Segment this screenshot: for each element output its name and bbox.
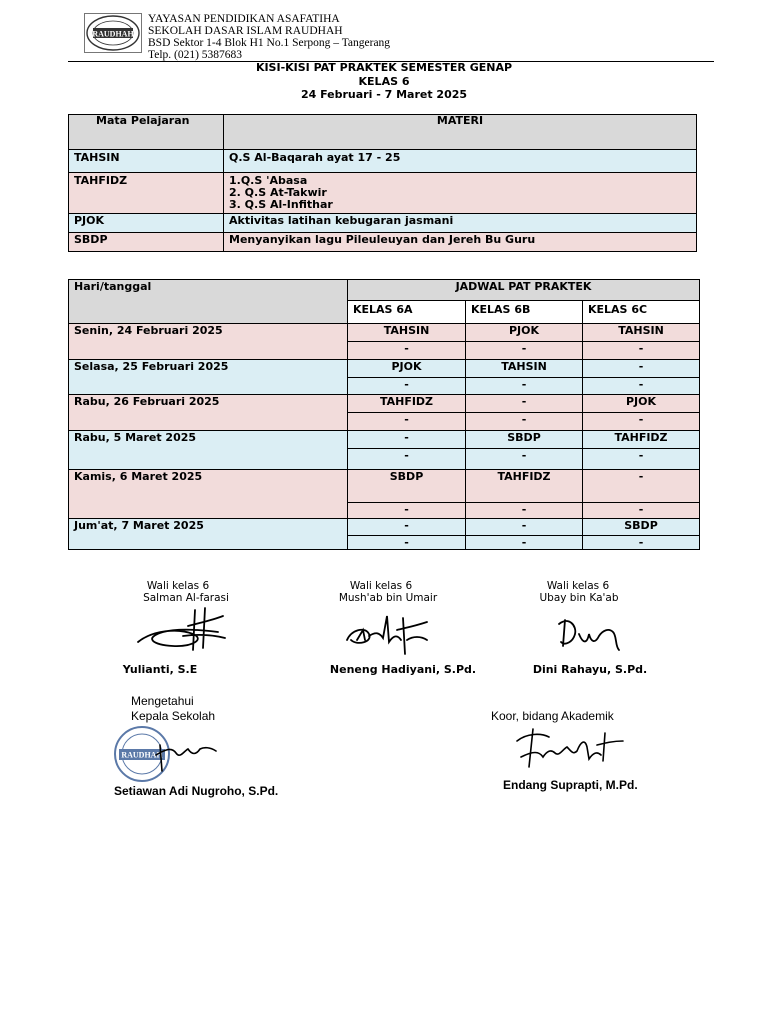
signature-koor: [513, 723, 628, 775]
schedule-cell: -: [348, 503, 466, 519]
schedule-cell: -: [348, 413, 466, 431]
doc-title-line1: KISI-KISI PAT PRAKTEK SEMESTER GENAP: [255, 61, 513, 74]
schedule-cell: SBDP: [466, 431, 583, 449]
materi-line: 1.Q.S 'Abasa: [229, 174, 308, 187]
school-address: BSD Sektor 1-4 Blok H1 No.1 Serpong – Tangerang: [148, 37, 391, 49]
materi-header-subject: Mata Pelajaran: [69, 115, 224, 150]
schedule-cell: PJOK: [348, 360, 466, 378]
class-header-6c: KELAS 6C: [583, 301, 700, 325]
schedule-cell: PJOK: [466, 324, 583, 342]
signature-3: [555, 612, 630, 654]
schedule-cell: TAHFIDZ: [348, 395, 466, 413]
schedule-cell: -: [583, 360, 700, 378]
table-row: [69, 395, 700, 413]
schedule-cell: PJOK: [583, 395, 700, 413]
school-name: SEKOLAH DASAR ISLAM RAUDHAH: [148, 25, 343, 37]
table-row: [69, 519, 700, 536]
day-cell: Jum'at, 7 Maret 2025: [69, 519, 348, 550]
signature-1: [133, 602, 228, 654]
jadwal-body: [68, 323, 700, 550]
signature-2: [343, 610, 433, 658]
schedule-cell: SBDP: [583, 519, 700, 536]
materi-cell: Menyanyikan lagu Pileuleuyan dan Jereh Bu Guru: [224, 233, 697, 252]
table-row: [69, 470, 700, 503]
materi-table: [68, 114, 697, 252]
subject-cell: TAHFIDZ: [69, 173, 224, 214]
kepala-line1: Mengetahui: [131, 694, 194, 708]
schedule-cell: -: [583, 378, 700, 395]
schedule-cell: -: [583, 449, 700, 470]
logo-text: RAUDHAH: [92, 29, 134, 39]
schedule-cell: -: [466, 503, 583, 519]
schedule-cell: -: [583, 342, 700, 360]
schedule-cell: -: [583, 413, 700, 431]
table-row: [69, 150, 697, 173]
schedule-cell: -: [583, 470, 700, 503]
wali-name-1: Yulianti, S.E: [122, 663, 198, 676]
schedule-cell: -: [348, 378, 466, 395]
materi-line: 3. Q.S Al-Infithar: [229, 198, 333, 211]
table-row: [69, 233, 697, 252]
jadwal-header-day: Hari/tanggal: [69, 280, 348, 325]
wali-class-1: Salman Al-farasi: [143, 592, 229, 604]
subject-cell: TAHSIN: [69, 150, 224, 173]
materi-cell: [224, 173, 697, 214]
schedule-cell: TAHFIDZ: [583, 431, 700, 449]
schedule-cell: -: [466, 378, 583, 395]
day-cell: Senin, 24 Februari 2025: [69, 324, 348, 360]
schedule-cell: -: [466, 536, 583, 550]
schedule-cell: -: [348, 342, 466, 360]
wali-class-3: Ubay bin Ka'ab: [539, 592, 619, 604]
schedule-cell: -: [348, 449, 466, 470]
schedule-cell: TAHSIN: [466, 360, 583, 378]
wali-role-2: Wali kelas 6: [349, 580, 413, 592]
table-row: [69, 360, 700, 378]
materi-header-materi: MATERI: [224, 115, 697, 150]
materi-cell: Aktivitas latihan kebugaran jasmani: [224, 214, 697, 233]
schedule-cell: -: [348, 536, 466, 550]
materi-cell: Q.S Al-Baqarah ayat 17 - 25: [224, 150, 697, 173]
subject-cell: SBDP: [69, 233, 224, 252]
wali-class-2: Mush'ab bin Umair: [338, 592, 438, 604]
schedule-cell: -: [466, 519, 583, 536]
school-logo: [84, 13, 142, 53]
school-stamp: [110, 725, 230, 783]
day-cell: Rabu, 5 Maret 2025: [69, 431, 348, 470]
jadwal-header-row: [69, 280, 700, 301]
wali-role-3: Wali kelas 6: [546, 580, 610, 592]
wali-role-1: Wali kelas 6: [146, 580, 210, 592]
table-row: [69, 431, 700, 449]
stamp-text: RAUDHAH: [121, 750, 163, 760]
schedule-cell: -: [466, 449, 583, 470]
schedule-cell: -: [583, 503, 700, 519]
school-phone: Telp. (021) 5387683: [148, 49, 243, 61]
schedule-cell: -: [348, 431, 466, 449]
schedule-cell: TAHSIN: [348, 324, 466, 342]
class-header-6b: KELAS 6B: [466, 301, 583, 325]
wali-name-2: Neneng Hadiyani, S.Pd.: [329, 663, 477, 676]
doc-title-line2: KELAS 6: [358, 75, 410, 88]
doc-title-line3: 24 Februari - 7 Maret 2025: [300, 88, 468, 101]
foundation-name: YAYASAN PENDIDIKAN ASAFATIHA: [148, 13, 340, 25]
table-row: [69, 173, 697, 214]
schedule-cell: -: [466, 413, 583, 431]
day-cell: Kamis, 6 Maret 2025: [69, 470, 348, 519]
schedule-cell: SBDP: [348, 470, 466, 503]
jadwal-table: [68, 279, 700, 325]
jadwal-header-title: JADWAL PAT PRAKTEK: [348, 280, 700, 301]
kepala-line2: Kepala Sekolah: [131, 709, 216, 723]
table-row: [69, 324, 700, 342]
schedule-cell: -: [348, 519, 466, 536]
day-cell: Selasa, 25 Februari 2025: [69, 360, 348, 395]
schedule-cell: -: [466, 342, 583, 360]
koor-line1: Koor, bidang Akademik: [491, 709, 614, 723]
schedule-cell: -: [466, 395, 583, 413]
schedule-cell: -: [583, 536, 700, 550]
subject-cell: PJOK: [69, 214, 224, 233]
schedule-cell: TAHFIDZ: [466, 470, 583, 503]
materi-line: 2. Q.S At-Takwir: [229, 186, 327, 199]
kepala-name: Setiawan Adi Nugroho, S.Pd.: [114, 784, 279, 798]
wali-name-3: Dini Rahayu, S.Pd.: [532, 663, 648, 676]
materi-header-row: [69, 115, 697, 150]
table-row: [69, 214, 697, 233]
schedule-cell: TAHSIN: [583, 324, 700, 342]
day-cell: Rabu, 26 Februari 2025: [69, 395, 348, 431]
koor-name: Endang Suprapti, M.Pd.: [503, 778, 638, 792]
class-header-6a: KELAS 6A: [348, 301, 466, 325]
